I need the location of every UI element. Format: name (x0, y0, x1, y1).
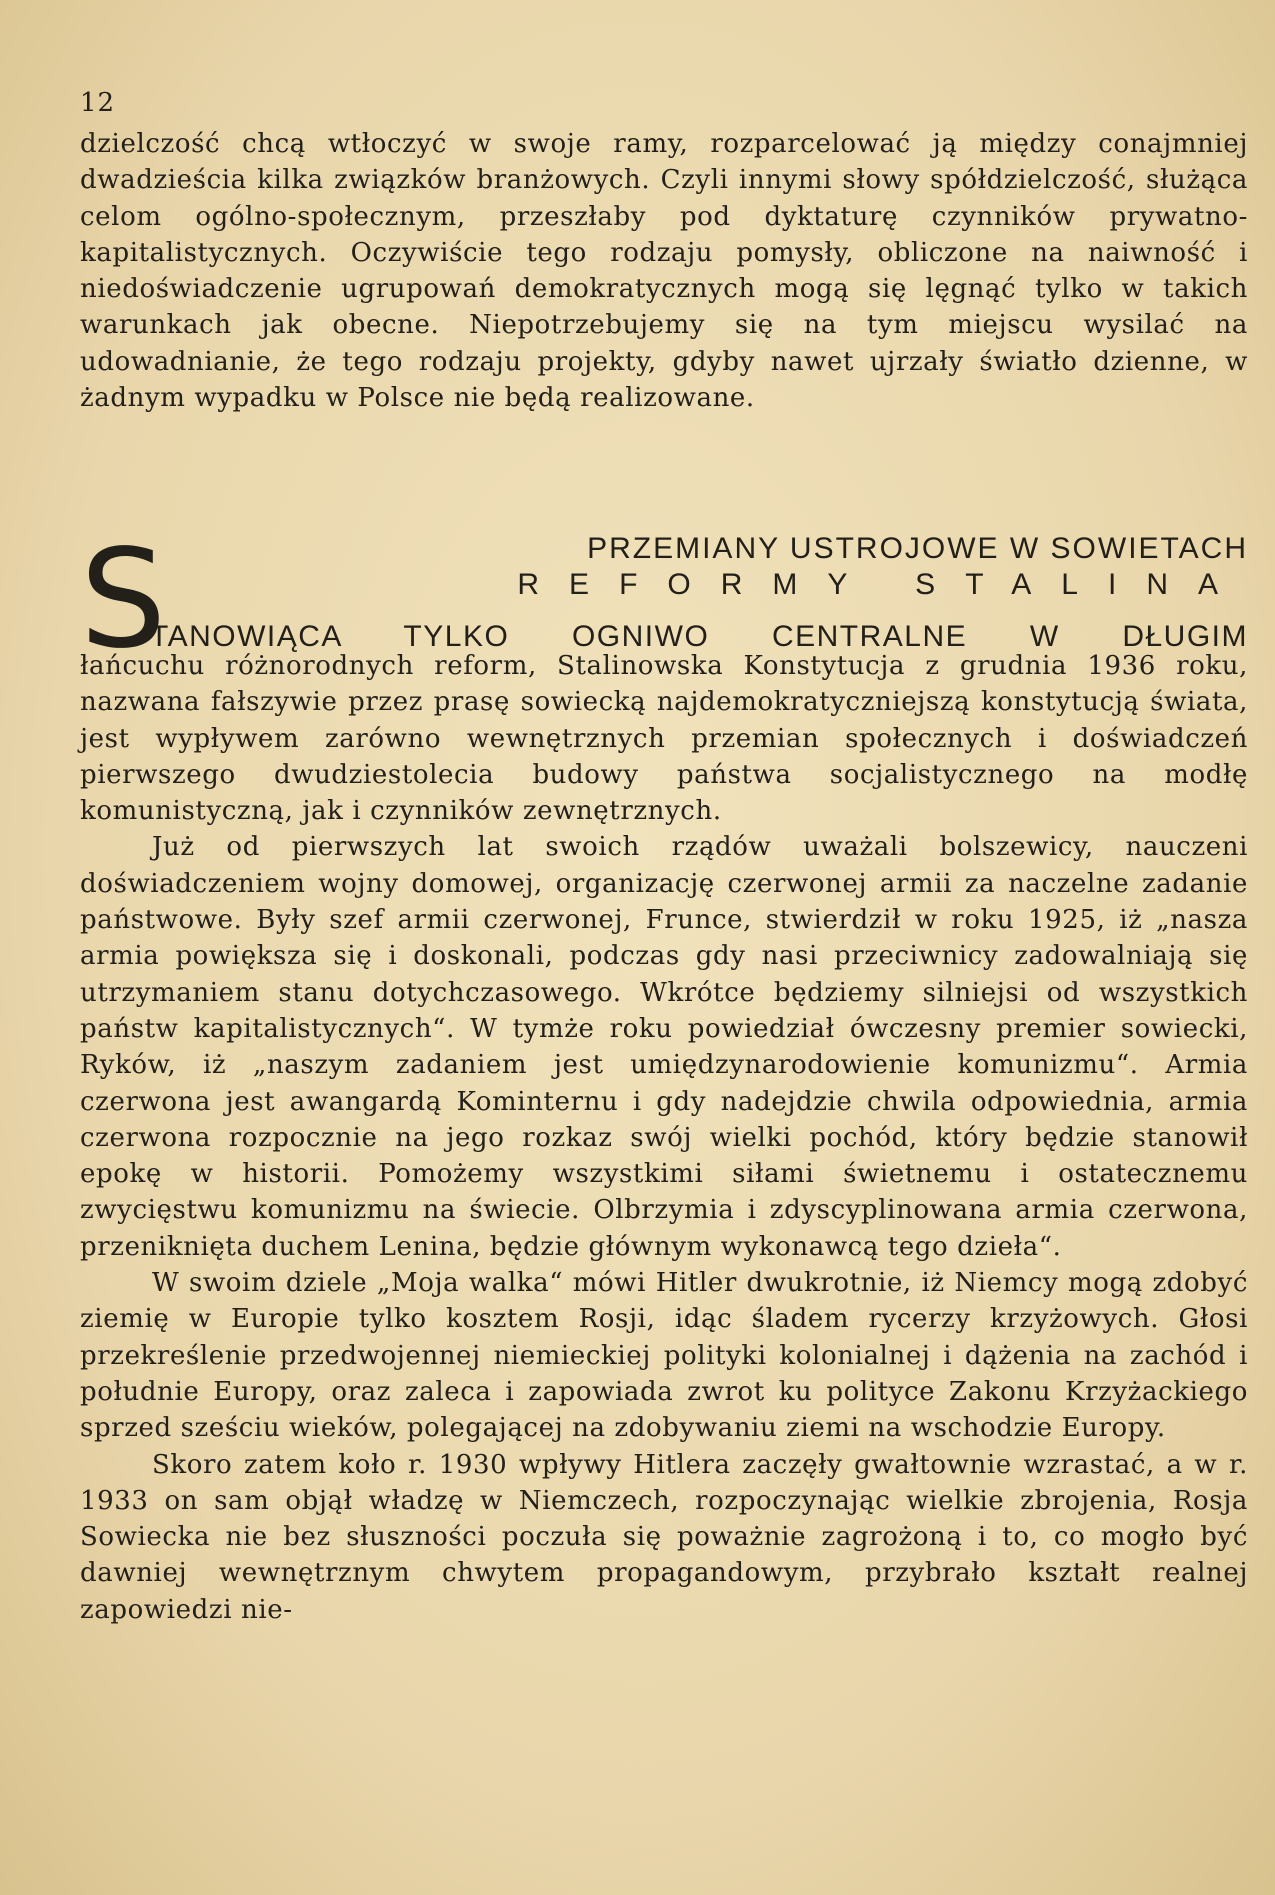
paragraph-3: W swoim dziele „Moja walka“ mówi Hitler dwukrotnie, iż Niemcy mogą zdobyć ziemię w Europie tylko kosztem Rosji, idąc śladem rycerzy krzyżowych. Głosi przekreślenie przedwojennej niemieckiej polityki kolonialnej i dążenia na zachód i południe Europy, oraz zaleca i zapowiada zwrot ku polityce Zakonu Krzyżackiego sprzed sześciu wieków, polegającej na zdobywaniu ziemi na wschodzie Europy. (80, 1268, 1248, 1444)
chapter-subtitle: REFORMY STALINA (517, 568, 1248, 601)
chapter-title: PRZEMIANY USTROJOWE W SOWIETACH (587, 532, 1248, 565)
chapter-heading (80, 521, 1248, 679)
intro-paragraph (80, 126, 1248, 416)
paragraph-2: Już od pierwszych lat swoich rządów uważali bolszewicy, nauczeni doświadczeniem wojny domowej, organizację czerwonej armii za naczelne zadanie państwowe. Były szef armii czerwonej, Frunce, stwierdził w roku 1925, iż „nasza armia powiększa się i doskonali, podczas gdy nasi przeciwnicy zadowalniają się utrzymaniem stanu dotychczasowego. Wkrótce będziemy silniejsi od wszystkich państw kapitalistycznych“. W tymże roku powiedział ówczesny premier sowiecki, Ryków, iż „naszym zadaniem jest umiędzynarodowienie komunizmu“. Armia czerwona jest awangardą Kominternu i gdy nadejdzie chwila odpowiednia, armia czerwona rozpocznie na jego rozkaz swój wielki pochód, który będzie stanowił epokę w historii. Pomożemy wszystkimi siłami świetnemu i ostatecznemu zwycięstwu komunizmu na świecie. Olbrzymia i zdyscyplinowana armia czerwona, przeniknięta duchem Lenina, będzie głównym wykonawcą tego dzieła“. (80, 832, 1248, 1262)
chapter-opening-line: TANOWIĄCA TYLKO OGNIWO CENTRALNE W DŁUGIM (150, 620, 1248, 653)
page-number: 12 (80, 88, 116, 118)
intro-text: dzielczość chcą wtłoczyć w swoje ramy, rozparcelować ją między conajmniej dwadzieścia kilka związków branżowych. Czyli innymi słowy spółdzielczość, służąca celom ogólno-społecznym, przeszłaby pod dyktaturę czynników prywatno-kapitalistycznych. Oczywiście tego rodzaju pomysły, obliczone na naiwność i niedoświadczenie ugrupowań demokratycznych mogą się lęgnąć tylko w takich warunkach jak obecne. Niepotrzebujemy się na tym miejscu wysilać na udowadnianie, że tego rodzaju projekty, gdyby nawet ujrzały światło dzienne, w żadnym wypadku w Polsce nie będą realizowane. (80, 129, 1248, 414)
drop-cap: S (80, 521, 167, 679)
paragraph-4: Skoro zatem koło r. 1930 wpływy Hitlera zaczęły gwałtownie wzrastać, a w r. 1933 on sam objął władzę w Niemczech, rozpoczynając wielkie zbrojenia, Rosja Sowiecka nie bez słuszności poczuła się poważnie zagrożoną i to, co mogło być dawniej wewnętrznym chwytem propagandowym, przybrało kształt realnej zapowiedzi nie- (80, 1449, 1248, 1625)
body-text (80, 648, 1248, 1628)
paragraph-1: łańcuchu różnorodnych reform, Stalinowska Konstytucja z grudnia 1936 roku, nazwana fałszywie przez prasę sowiecką najdemokratyczniejszą konstytucją świata, jest wypływem zarówno wewnętrznych przemian społecznych i doświadczeń pierwszego dwudziestolecia budowy państwa socjalistycznego na modłę komunistyczną, jak i czynników zewnętrznych. (80, 651, 1248, 827)
